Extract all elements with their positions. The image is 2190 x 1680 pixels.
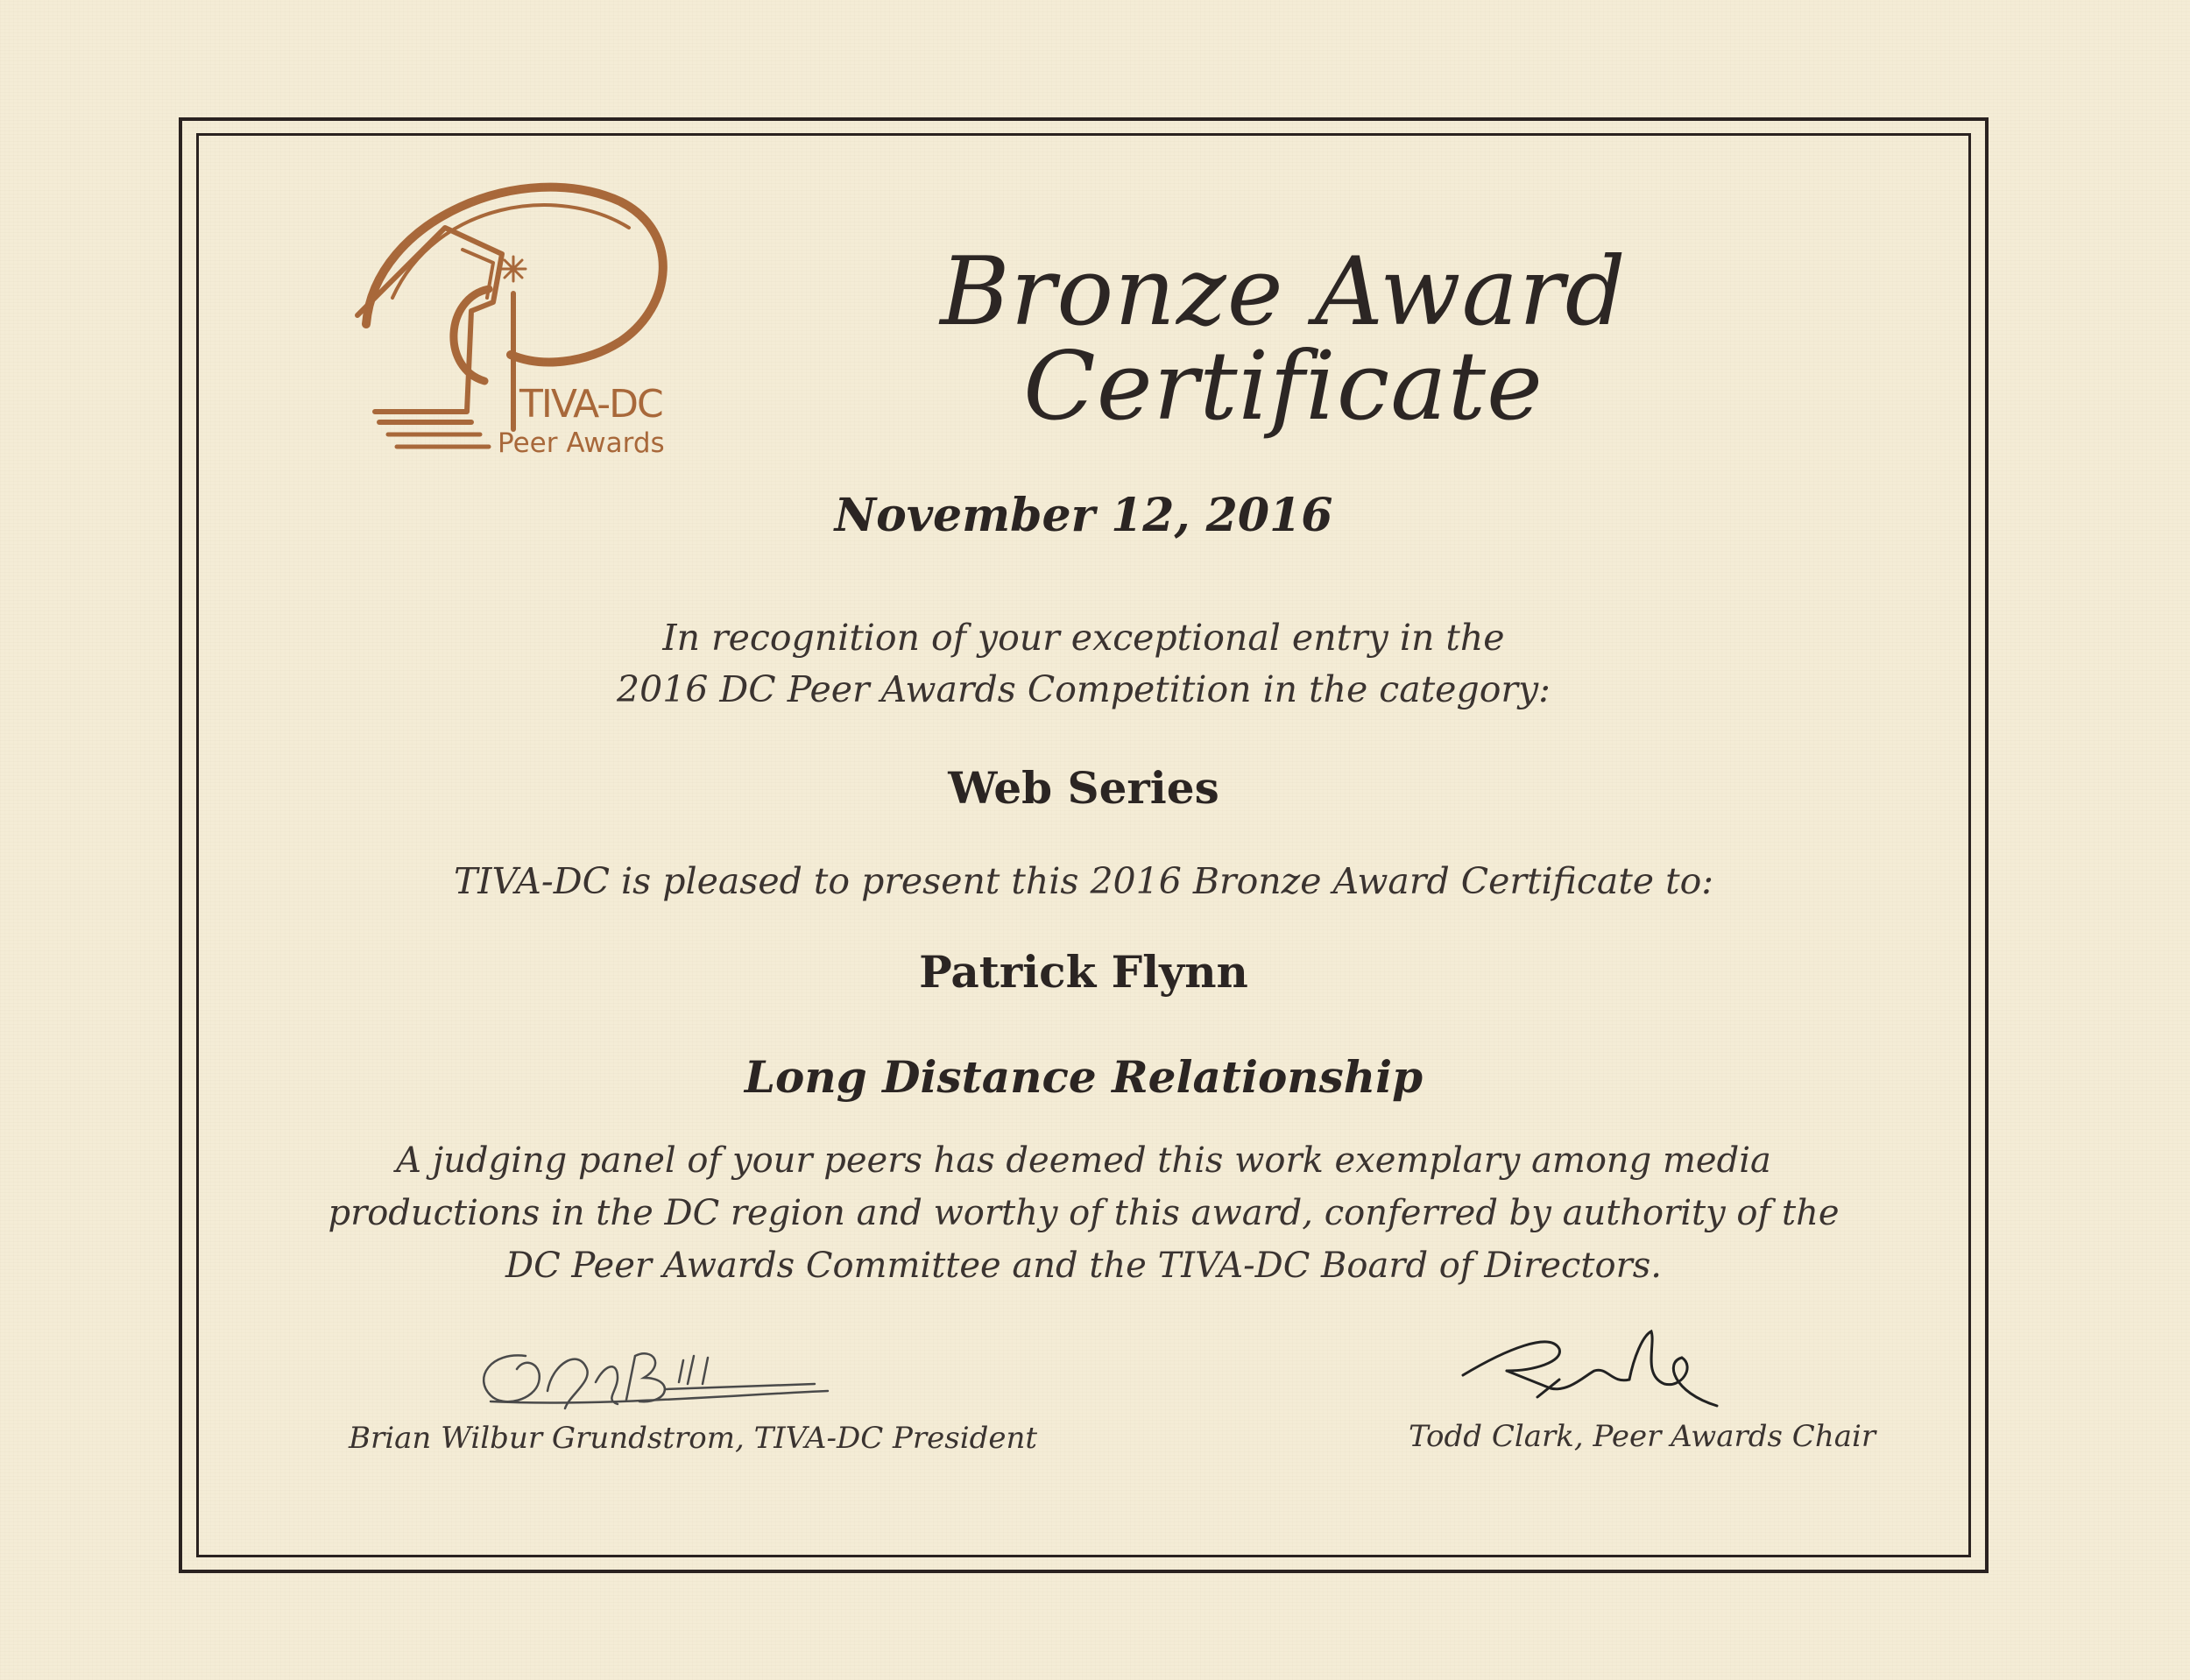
tiva-dc-peer-awards-logo	[340, 166, 699, 473]
president-signature-label: Brian Wilbur Grundstrom, TIVA-DC President	[349, 1421, 1038, 1456]
intro-line-1: In recognition of your exceptional entry in the	[662, 617, 1505, 659]
recipient-name: Patrick Flynn	[919, 946, 1248, 998]
statement-line-3: DC Peer Awards Committee and the TIVA-DC Board of Directors.	[505, 1246, 1662, 1286]
award-category: Web Series	[948, 762, 1219, 814]
chair-signature-label: Todd Clark, Peer Awards Chair	[1409, 1419, 1876, 1454]
award-statue-icon	[340, 166, 699, 473]
certificate-title: Bronze Award Certificate	[940, 237, 1627, 441]
work-title: Long Distance Relationship	[744, 1051, 1424, 1103]
presentation-text: TIVA-DC is pleased to present this 2016 Bronze Award Certificate to:	[453, 860, 1714, 902]
intro-line-2: 2016 DC Peer Awards Competition in the category:	[617, 668, 1551, 710]
award-date: November 12, 2016	[834, 489, 1333, 542]
logo-name-line1: TIVA-DC	[519, 382, 662, 427]
statement-line-1: A judging panel of your peers has deemed this work exemplary among media	[396, 1140, 1771, 1181]
president-signature	[464, 1330, 832, 1426]
logo-name-line2: Peer Awards	[498, 427, 665, 459]
statement-line-2: productions in the DC region and worthy of this award, conferred by authority of the	[328, 1193, 1840, 1233]
